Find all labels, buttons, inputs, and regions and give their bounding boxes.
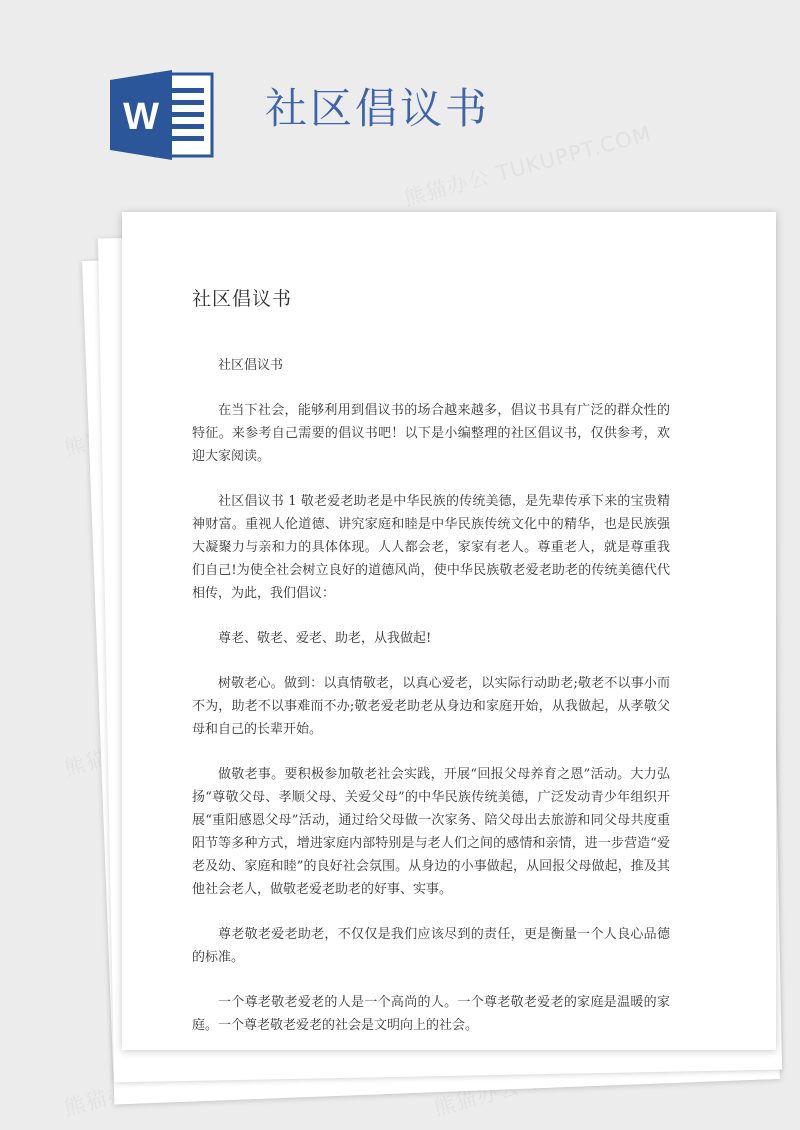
document-page (122, 212, 776, 1050)
paragraph: 一个尊老敬老爱老的人是一个高尚的人。一个尊老敬老爱老的家庭是温暖的家庭。一个尊老敬老爱老的社会是文明向上的社会。 (192, 995, 670, 1033)
paragraph: 尊老敬老爱老助老，不仅仅是我们应该尽到的责任，更是衡量一个人良心品德的标准。 (192, 927, 670, 965)
paragraph: 尊老、敬老、爱老、助老，从我做起! (218, 631, 432, 646)
document-title: 社区倡议书 (192, 288, 293, 310)
header-title: 社区倡议书 (265, 84, 491, 133)
document-body (192, 354, 670, 1059)
paragraph: 社区倡议书 1 敬老爱老助老是中华民族的传统美德，是先辈传承下来的宝贵精神财富。重视人伦道德、讲究家庭和睦是中华民族传统文化中的精华，也是民族强大凝聚力与亲和力的具体体现。人人都会老，家家有老人。尊重老人，就是尊重我们自己!为使全社会树立良好的道德风尚，使中华民族敬老爱老助老的传统美德代代相传，为此，我们倡议： (192, 494, 670, 601)
page-header (0, 0, 800, 200)
word-document-icon (110, 70, 214, 160)
paragraph: 做敬老事。要积极参加敬老社会实践，开展“回报父母养育之恩”活动。大力弘扬“尊敬父母、孝顺父母、关爱父母”的中华民族传统美德，广泛发动青少年组织开展“重阳感恩父母”活动，通过给父母做一次家务、陪父母出去旅游和同父母共度重阳节等多种方式，增进家庭内部特别是与老人们之间的感情和亲情，进一步营造“爱老及幼、家庭和睦”的良好社会氛围。从身边的小事做起，从回报父母做起，推及其他社会老人，做敬老爱老助老的好事、实事。 (192, 767, 670, 897)
paragraph: 树敬老心。做到：以真情敬老，以真心爱老，以实际行动助老;敬老不以事小而不为，助老不以事难而不办;敬老爱老助老从身边和家庭开始，从我做起，从孝敬父母和自己的长辈开始。 (192, 676, 670, 737)
document-subtitle: 社区倡议书 (218, 358, 284, 373)
paragraph: 在当下社会，能够利用到倡议书的场合越来越多，倡议书具有广泛的群众性的特征。来参考自己需要的倡议书吧！以下是小编整理的社区倡议书，仅供参考，欢迎大家阅读。 (192, 403, 670, 464)
word-icon-letter: W (123, 96, 159, 138)
